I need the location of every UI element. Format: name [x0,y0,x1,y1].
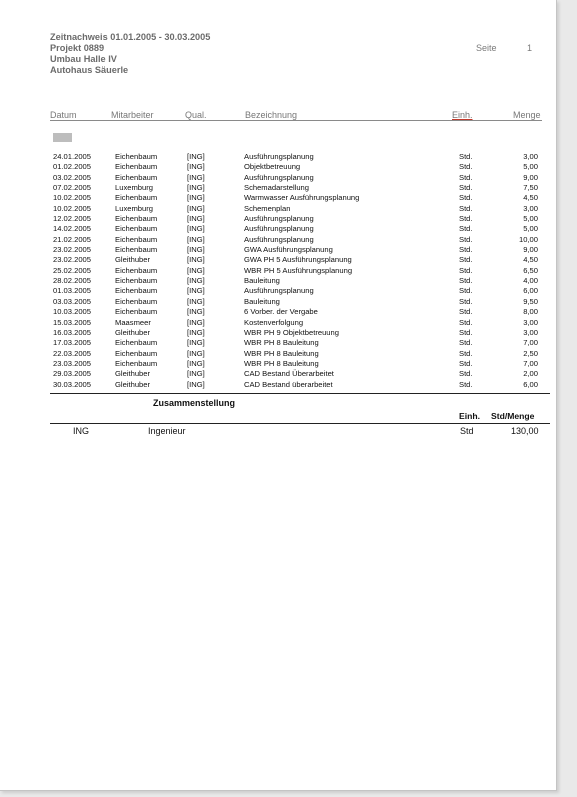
table-row [0,286,556,296]
cell-qty: 10,00 [518,234,538,244]
table-row [0,369,556,379]
cell-unit: Std. [459,265,473,275]
page-label: Seite [476,43,497,53]
cell-qty: 7,50 [523,183,538,193]
cell-date: 24.01.2005 [53,152,92,161]
cell-date: 23.02.2005 [53,245,92,255]
cell-qty: 3,00 [523,317,538,327]
summary-code: ING [73,426,90,436]
cell-qty: 8,00 [523,307,538,317]
cell-description: WBR PH 9 Objektbetreuung [244,327,339,337]
table-row [0,380,556,390]
cell-unit: Std. [459,276,473,286]
cell-date: 12.02.2005 [53,214,92,224]
cell-qty: 3,00 [523,327,538,337]
cell-unit: Std. [459,307,473,317]
cell-unit: Std. [459,369,473,379]
cell-qty: 5,00 [523,224,538,234]
cell-qual: [ING] [187,234,205,244]
cell-employee: Eichenbaum [115,152,158,161]
table-row [0,297,556,307]
cell-description: Ausführungsplanung [244,234,314,244]
cell-employee: Gleithuber [115,379,151,389]
cell-employee: Gleithuber [115,255,151,265]
cell-description: WBR PH 8 Bauleitung [244,348,319,358]
cell-employee: Eichenbaum [115,162,158,172]
cell-qty: 5,00 [523,162,538,172]
cell-qty: 4,00 [523,276,538,286]
cell-employee: Eichenbaum [115,214,158,224]
cell-unit: Std. [459,327,473,337]
col-header-quantity: Menge [513,110,541,120]
cell-employee: Gleithuber [115,327,151,337]
table-row [0,235,556,245]
table-row [0,152,556,162]
cell-qual: [ING] [187,358,205,368]
cell-date: 25.02.2005 [53,265,92,275]
table-row [0,204,556,214]
cell-unit: Std. [459,152,473,161]
cell-qty: 6,00 [523,379,538,389]
cell-qty: 7,00 [523,338,538,348]
cell-qual: [ING] [187,152,205,161]
cell-date: 23.02.2005 [53,255,92,265]
cell-date: 03.02.2005 [53,172,92,182]
cell-description: Bauleitung [244,296,280,306]
cell-unit: Std. [459,162,473,172]
cell-date: 16.03.2005 [53,327,92,337]
cell-qty: 9,00 [523,245,538,255]
cell-date: 07.02.2005 [53,183,92,193]
cell-unit: Std. [459,224,473,234]
cell-employee: Eichenbaum [115,245,158,255]
cell-description: WBR PH 5 Ausführungsplanung [244,265,353,275]
col-header-employee: Mitarbeiter [111,110,154,120]
cell-date: 22.03.2005 [53,348,92,358]
project-number: Projekt 0889 [50,43,105,53]
cell-employee: Luxemburg [115,183,153,193]
cell-qual: [ING] [187,379,205,389]
summary-unit: Std [460,426,474,436]
report-title: Zeitnachweis 01.01.2005 - 30.03.2005 [50,32,211,42]
cell-qty: 6,00 [523,286,538,296]
cell-description: Kostenverfolgung [244,317,304,327]
summary-divider [50,423,550,424]
col-header-description: Bezeichnung [245,110,298,120]
cell-qty: 9,50 [523,296,538,306]
cell-employee: Luxemburg [115,203,153,213]
cell-description: Schemadarstellung [244,183,310,193]
table-row [0,214,556,224]
cell-date: 10.02.2005 [53,203,92,213]
cell-unit: Std. [459,379,473,389]
table-row [0,162,556,172]
cell-date: 21.02.2005 [53,234,92,244]
cell-employee: Eichenbaum [115,265,158,275]
cell-qty: 7,00 [523,358,538,368]
cell-qual: [ING] [187,276,205,286]
summary-name: Ingenieur [148,426,186,436]
table-row [0,318,556,328]
table-row [0,359,556,369]
summary-qty-header: Std/Menge [491,411,535,421]
table-row [0,349,556,359]
summary-top-divider [50,393,550,394]
cell-employee: Eichenbaum [115,234,158,244]
cell-qual: [ING] [187,183,205,193]
cell-qty: 6,50 [523,265,538,275]
cell-description: GWA PH 5 Ausführungsplanung [244,255,352,265]
cell-qty: 2,50 [523,348,538,358]
cell-date: 23.03.2005 [53,358,92,368]
cell-date: 17.03.2005 [53,338,92,348]
cell-description: CAD Bestand Überarbeitet [244,369,334,379]
cell-employee: Eichenbaum [115,224,158,234]
cell-qty: 3,00 [523,152,538,161]
cell-unit: Std. [459,317,473,327]
table-row [0,328,556,338]
table-row [0,338,556,348]
cell-description: Ausführungsplanung [244,172,314,182]
entries-table [0,152,556,390]
cell-unit: Std. [459,348,473,358]
cell-qual: [ING] [187,162,205,172]
cell-description: Ausführungsplanung [244,224,314,234]
cell-description: Bauleitung [244,276,280,286]
table-row [0,276,556,286]
col-header-unit: Einh. [452,110,473,120]
table-row [0,245,556,255]
cell-qual: [ING] [187,348,205,358]
cell-description: CAD Bestand überarbeitet [244,379,333,389]
cell-unit: Std. [459,296,473,306]
cell-date: 01.03.2005 [53,286,92,296]
cell-employee: Eichenbaum [115,172,158,182]
cell-qty: 9,00 [523,172,538,182]
cell-unit: Std. [459,172,473,182]
cell-employee: Eichenbaum [115,296,158,306]
table-row [0,224,556,234]
cell-description: Ausführungsplanung [244,286,314,296]
cell-qual: [ING] [187,214,205,224]
cell-description: WBR PH 8 Bauleitung [244,358,319,368]
cell-employee: Eichenbaum [115,348,158,358]
col-header-qual: Qual. [185,110,207,120]
cell-description: WBR PH 8 Bauleitung [244,338,319,348]
cell-date: 29.03.2005 [53,369,92,379]
cell-unit: Std. [459,245,473,255]
table-row [0,193,556,203]
cell-employee: Eichenbaum [115,358,158,368]
cell-date: 10.03.2005 [53,307,92,317]
summary-total: 130,00 [511,426,539,436]
summary-unit-header: Einh. [459,411,481,421]
cell-qty: 5,00 [523,214,538,224]
cell-date: 01.02.2005 [53,162,92,172]
cell-qty: 4,50 [523,255,538,265]
cell-qual: [ING] [187,307,205,317]
page-number: 1 [527,43,533,53]
cell-employee: Eichenbaum [115,193,158,203]
cell-unit: Std. [459,255,473,265]
cell-date: 28.02.2005 [53,276,92,286]
table-row [0,266,556,276]
cell-description: GWA Ausführungsplanung [244,245,333,255]
table-row [0,255,556,265]
cell-unit: Std. [459,286,473,296]
cell-qual: [ING] [187,245,205,255]
cell-description: Warmwasser Ausführungsplanung [244,193,360,203]
cell-employee: Eichenbaum [115,276,158,286]
cell-unit: Std. [459,193,473,203]
cell-unit: Std. [459,234,473,244]
cell-unit: Std. [459,358,473,368]
cell-qty: 4,50 [523,193,538,203]
gray-marker [53,133,72,142]
cell-date: 10.02.2005 [53,193,92,203]
cell-date: 15.03.2005 [53,317,92,327]
cell-date: 30.03.2005 [53,379,92,389]
cell-qual: [ING] [187,317,205,327]
cell-qual: [ING] [187,265,205,275]
cell-qual: [ING] [187,369,205,379]
cell-description: Objektbetreuung [244,162,301,172]
cell-qual: [ING] [187,255,205,265]
cell-qual: [ING] [187,296,205,306]
cell-employee: Eichenbaum [115,338,158,348]
cell-qual: [ING] [187,172,205,182]
cell-description: Ausführungsplanung [244,214,314,224]
cell-qual: [ING] [187,338,205,348]
cell-unit: Std. [459,183,473,193]
cell-qty: 2,00 [523,369,538,379]
summary-title: Zusammenstellung [153,398,236,408]
table-row [0,307,556,317]
cell-date: 14.02.2005 [53,224,92,234]
table-row [0,183,556,193]
cell-employee: Eichenbaum [115,307,158,317]
cell-description: 6 Vorber. der Vergabe [244,307,318,317]
client-name: Autohaus Säuerle [50,65,129,75]
col-header-date: Datum [50,110,77,120]
cell-unit: Std. [459,338,473,348]
cell-employee: Gleithuber [115,369,151,379]
cell-description: Schemenplan [244,203,291,213]
table-row [0,173,556,183]
cell-qty: 3,00 [523,203,538,213]
cell-qual: [ING] [187,286,205,296]
cell-qual: [ING] [187,224,205,234]
cell-date: 03.03.2005 [53,296,92,306]
cell-employee: Eichenbaum [115,286,158,296]
cell-unit: Std. [459,214,473,224]
cell-unit: Std. [459,203,473,213]
project-name: Umbau Halle IV [50,54,117,64]
cell-qual: [ING] [187,327,205,337]
header-divider [50,120,542,121]
cell-qual: [ING] [187,203,205,213]
cell-description: Ausführungsplanung [244,152,314,161]
cell-employee: Maasmeer [115,317,151,327]
cell-qual: [ING] [187,193,205,203]
